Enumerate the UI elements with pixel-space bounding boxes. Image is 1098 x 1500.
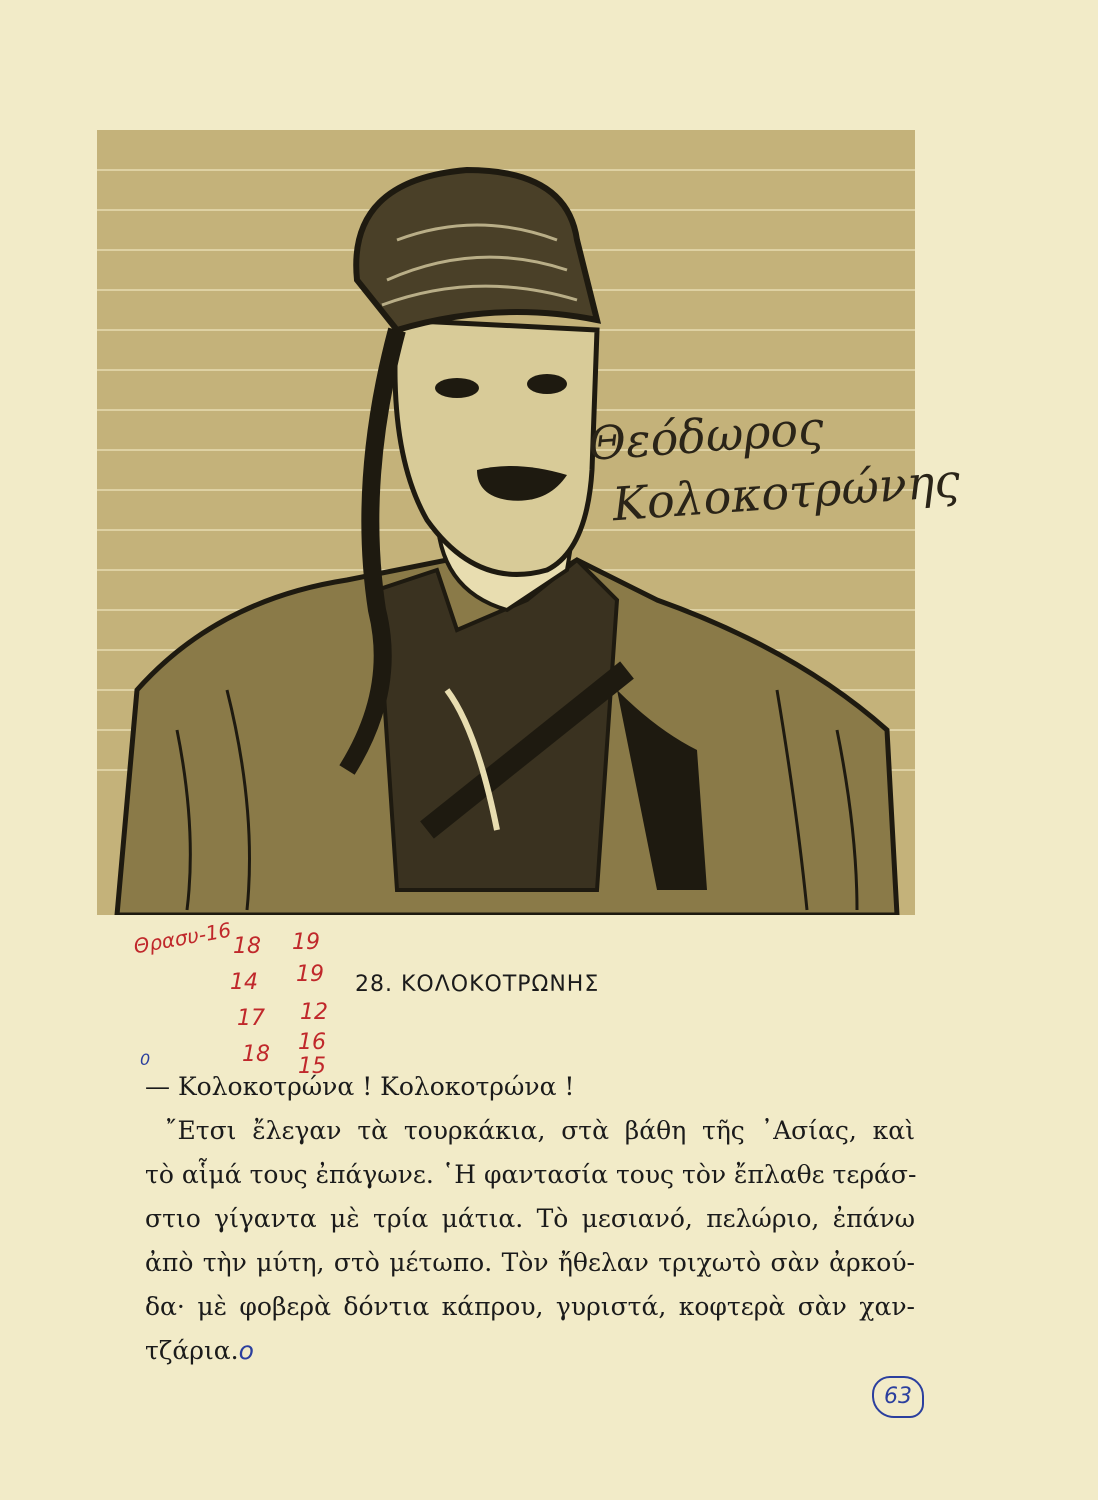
handwritten-note: 19 xyxy=(296,962,324,987)
handwritten-note: Θρασυ-16 xyxy=(131,917,233,959)
handwritten-note: 18 xyxy=(233,934,261,959)
handwritten-note: 17 xyxy=(237,1006,265,1031)
chapter-title: 28. ΚΟΛΟΚΟΤΡΩΝΗΣ xyxy=(355,972,600,997)
signature-first-name: Θεόδωρος xyxy=(586,400,826,471)
text-line: ῎Ετσι ἔλεγαν τὰ τουρκάκια, στὰ βάθη τῆς ᾿Ασίας, καὶ xyxy=(165,1116,915,1145)
text-line-content: τζάρια. xyxy=(145,1336,239,1365)
end-mark: ο xyxy=(238,1336,254,1365)
text-line-last xyxy=(145,1329,915,1373)
text-line: δα· μὲ φοβερὰ δόντια κάπρου, γυριστά, κοφτερὰ σὰν χαν- xyxy=(145,1292,915,1321)
handwritten-note: 15 xyxy=(298,1054,326,1079)
text-line: — Κολοκοτρώνα ! Κολοκοτρώνα ! xyxy=(145,1072,575,1101)
signature-last-name: Κολοκοτρώνης xyxy=(610,453,962,532)
handwritten-note: 18 xyxy=(242,1042,270,1067)
text-line: ἀπὸ τὴν μύτη, στὸ μέτωπο. Τὸν ἤθελαν τριχωτὸ σὰν ἀρκού- xyxy=(145,1248,915,1277)
page-number: 63 xyxy=(872,1376,924,1418)
handwritten-note: 19 xyxy=(292,930,320,955)
handwritten-note: 14 xyxy=(230,970,258,995)
body-text xyxy=(145,1065,915,1373)
paragraph-mark: 0 xyxy=(140,1050,151,1069)
portrait-signature xyxy=(586,387,962,536)
handwritten-note: 16 xyxy=(298,1030,326,1055)
handwritten-note: 12 xyxy=(300,1000,328,1025)
text-line: τὸ αἷμά τους ἐπάγωνε. ῾Η φαντασία τους τὸν ἔπλαθε τεράσ- xyxy=(145,1160,917,1189)
text-line: στιο γίγαντα μὲ τρία μάτια. Τὸ μεσιανό, πελώριο, ἐπάνω xyxy=(145,1204,915,1233)
